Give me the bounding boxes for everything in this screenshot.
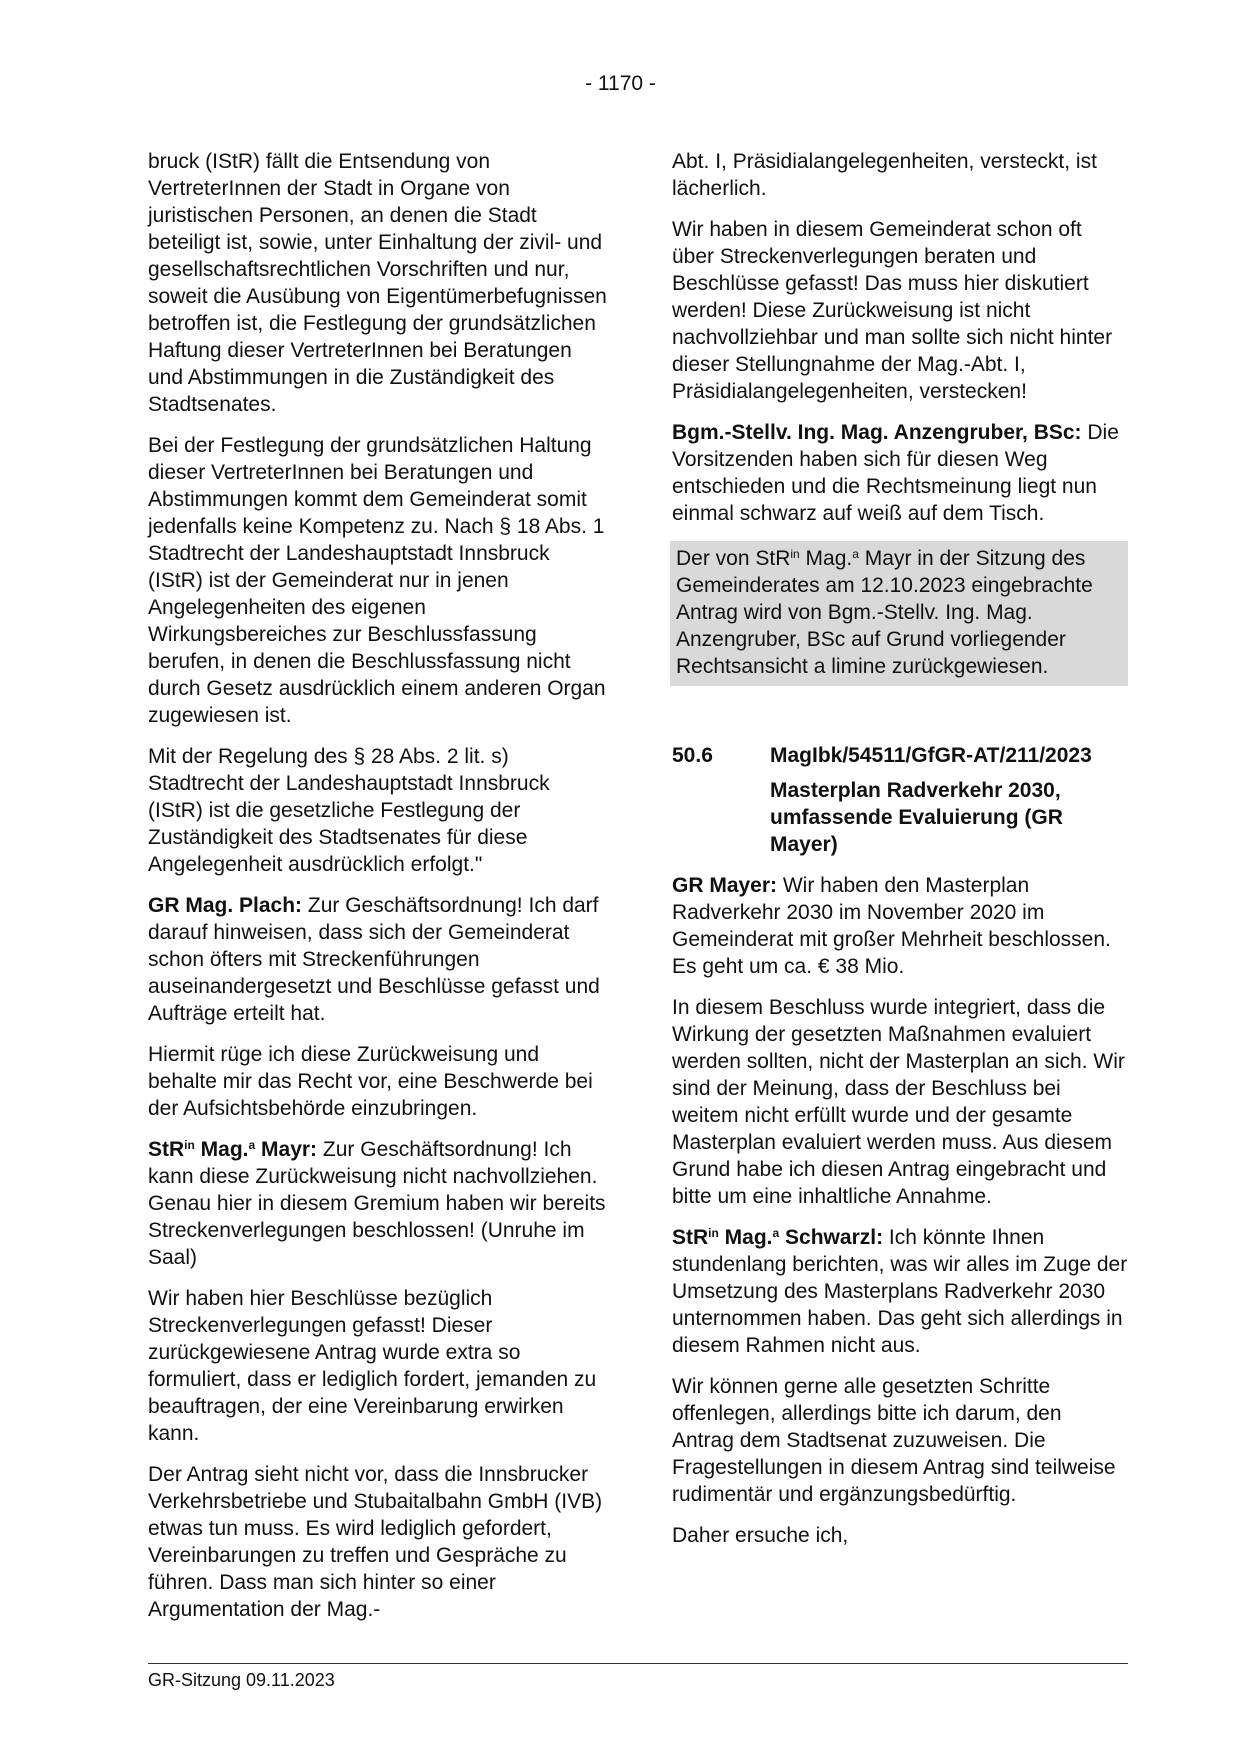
paragraph: Mit der Regelung des § 28 Abs. 2 lit. s) Stadtrecht der Landeshauptstadt Innsbruck (IStR) ist die gesetzliche Festlegung der Zuständigkeit des Stadtsenates für diese Angelegenheit ausdrücklich erfolgt." (148, 745, 550, 876)
speech-text: Ich könnte Ihnen stundenlang berichten, was wir alles im Zuge der Umsetzung des Masterplans Radverkehr 2030 unternommen haben. Das geht sich allerdings in diesem Rahmen nicht aus. (672, 1226, 1128, 1357)
paragraph: Abt. I, Präsidialangelegenheiten, versteckt, ist lächerlich. (672, 150, 1097, 200)
speech-text: Wir haben den Masterplan Radverkehr 2030 im November 2020 im Gemeinderat mit großer Mehrheit beschlossen. Es geht um ca. € 38 Mio. (672, 874, 1111, 978)
right-column (672, 148, 1128, 1563)
speech-paragraph (672, 419, 1128, 527)
speaker-name: StR$^{in}$ Mag.$^a$ Schwarzl: (672, 1226, 884, 1249)
agenda-number: 50.6 (672, 744, 713, 767)
agenda-title: Masterplan Radverkehr 2030, umfassende Evaluierung (GR Mayer) (770, 779, 1063, 856)
paragraph: Wir haben hier Beschlüsse bezüglich Streckenverlegungen gefasst! Dieser zurückgewiesene Antrag wurde extra so formuliert, dass er lediglich fordert, jemanden zu beauftragen, der eine Vereinbarung erwirken kann. (148, 1287, 597, 1445)
paragraph: Wir können gerne alle gesetzten Schritte offenlegen, allerdings bitte ich darum, den Antrag dem Stadtsenat zuzuweisen. Die Fragestellungen in diesem Antrag sind teilweise rudimentär und ergänzungsbedürftig. (672, 1375, 1116, 1506)
speaker-name: GR Mag. Plach: (148, 894, 303, 917)
paragraph: Der Antrag sieht nicht vor, dass die Innsbrucker Verkehrsbetriebe und Stubaitalbahn GmbH (IVB) etwas tun muss. Es wird lediglich gefordert, Vereinbarungen zu treffen und Gespräche zu führen. Dass man sich hinter so einer Argumentation der Mag.- (148, 1463, 603, 1621)
paragraph: Wir haben in diesem Gemeinderat schon oft über Streckenverlegungen beraten und Beschlüsse gefasst! Das muss hier diskutiert werden! Diese Zurückweisung ist nicht nachvollziehbar und man sollte sich nicht hinter dieser Stellungnahme der Mag.-Abt. I, Präsidialangelegenheiten, verstecken! (672, 218, 1113, 403)
speech-paragraph (672, 872, 1128, 980)
paragraph: bruck (IStR) fällt die Entsendung von VertreterInnen der Stadt in Organe von juristischen Personen, an denen die Stadt beteiligt ist, sowie, unter Einhaltung der zivil- und gesellschaftsrechtlichen Vorschriften und nur, soweit die Ausübung von Eigentümerbefugnissen betroffen ist, die Festlegung der grundsätzlichen Haftung dieser VertreterInnen bei Beratungen und Abstimmungen in die Zuständigkeit des Stadtsenates. (148, 150, 607, 416)
speech-paragraph (148, 1136, 610, 1271)
paragraph: Hiermit rüge ich diese Zurückweisung und behalte mir das Recht vor, eine Beschwerde bei der Aufsichtsbehörde einzubringen. (148, 1043, 593, 1120)
page-number: - 1170 - (585, 72, 656, 95)
footer-divider (148, 1663, 1128, 1664)
speech-text: Zur Geschäftsordnung! Ich kann diese Zurückweisung nicht nachvollziehen. Genau hier in diesem Gremium haben wir bereits Streckenverlegungen beschlossen! (Unruhe im Saal) (148, 1138, 606, 1269)
agenda-item-header (672, 742, 1128, 769)
speaker-name: GR Mayer: (672, 874, 778, 897)
speech-text: Zur Geschäftsordnung! Ich darf darauf hinweisen, dass sich der Gemeinderat schon öfters mit Streckenführungen auseinandergesetzt und Beschlüsse gefasst und Aufträge erteilt hat. (148, 894, 600, 1025)
paragraph: In diesem Beschluss wurde integriert, dass die Wirkung der gesetzten Maßnahmen evaluiert werden sollten, nicht der Masterplan an sich. Wir sind der Meinung, dass der Beschluss bei weitem nicht erfüllt wurde und der gesamte Masterplan evaluiert werden muss. Aus diesem Grund habe ich diesen Antrag eingebracht und bitte um eine inhaltliche Annahme. (672, 996, 1125, 1208)
decision-box: Der von StR$^{in}$ Mag.$^a$ Mayr in der Sitzung des Gemeinderates am 12.10.2023 eingebrachte Antrag wird von Bgm.-Stellv. Ing. Mag. Anzengruber, BSc auf Grund vorliegender Rechtsansicht a limine zurückgewiesen. (670, 541, 1128, 686)
paragraph: Daher ersuche ich, (672, 1524, 849, 1547)
paragraph: Bei der Festlegung der grundsätzlichen Haltung dieser VertreterInnen bei Beratungen und Abstimmungen kommt dem Gemeinderat somit jedenfalls keine Kompetenz zu. Nach § 18 Abs. 1 Stadtrecht der Landeshauptstadt Innsbruck (IStR) ist der Gemeinderat nur in jenen Angelegenheiten des eigenen Wirkungsbereiches zur Beschlussfassung berufen, in denen die Beschlussfassung nicht durch Gesetz ausdrücklich einem anderen Organ zugewiesen ist. (148, 434, 606, 727)
speech-paragraph (148, 892, 610, 1027)
speech-text: Die Vorsitzenden haben sich für diesen Weg entschieden und die Rechtsmeinung liegt nun einmal schwarz auf weiß auf dem Tisch. (672, 421, 1119, 525)
footer-text: GR-Sitzung 09.11.2023 (148, 1670, 335, 1690)
left-column (148, 148, 610, 1637)
speech-paragraph (672, 1224, 1128, 1359)
speaker-name: StR$^{in}$ Mag.$^a$ Mayr: (148, 1138, 318, 1161)
agenda-reference: MagIbk/54511/GfGR-AT/211/2023 (770, 744, 1092, 767)
speaker-name: Bgm.-Stellv. Ing. Mag. Anzengruber, BSc: (672, 421, 1082, 444)
